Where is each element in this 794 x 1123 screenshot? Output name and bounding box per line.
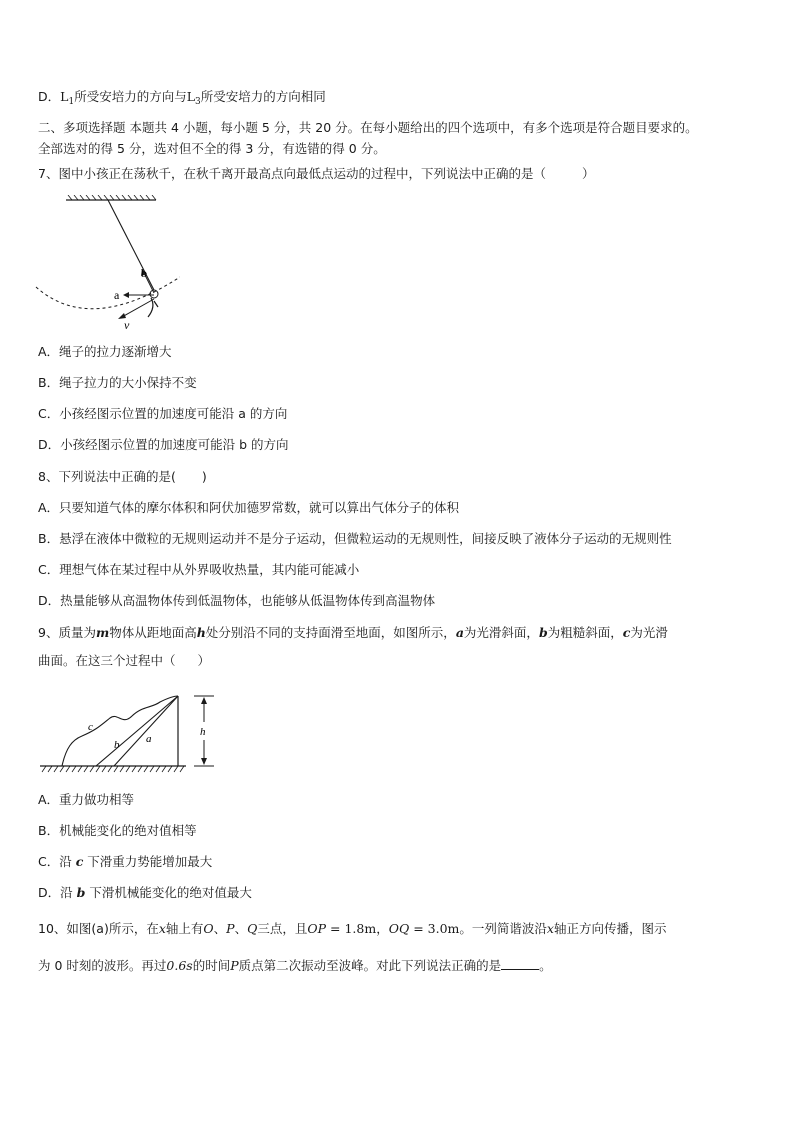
swing-label-a: a [114,288,120,302]
swing-label-b: b [141,266,147,280]
incline-label-c: c [88,721,93,733]
slope-a [114,696,178,766]
q8-option-a: A．只要知道气体的摩尔体积和阿伏加德罗常数，就可以算出气体分子的体积 [38,500,460,515]
q7-stem: 7、图中小孩正在荡秋千，在秋千离开最高点向最低点运动的过程中，下列说法中正确的是（ ） [38,166,595,181]
section2-line1: 二、多项选择题 本题共 4 小题，每小题 5 分，共 20 分。在每小题给出的四个选项中，有多个选项是符合题目要求的。 [38,120,698,135]
q10-line2: 为 0 时刻的波形。再过0.6s的时间P质点第二次振动至波峰。对此下列说法正确的是 。 [38,958,552,973]
curve-c [62,696,178,766]
q8-stem: 8、下列说法中正确的是( ) [38,469,207,484]
q9-option-b: B．机械能变化的绝对值相等 [38,823,197,838]
option-d-mid: 所受安培力的方向与 [74,89,187,104]
q9-option-d: D．沿 b 下滑机械能变化的绝对值最大 [38,885,252,900]
option-d-suffix: 所受安培力的方向相同 [200,89,326,104]
q7-option-a: A．绳子的拉力逐渐增大 [38,344,172,359]
swing-arc [36,277,180,309]
symbol-l1: $L_1$ [60,89,75,107]
symbol-l3: $L_3$ [186,89,201,107]
q9-stem-line2: 曲面。在这三个过程中（ ） [38,653,211,668]
q8-option-c: C．理想气体在某过程中从外界吸收热量，其内能可能减小 [38,562,360,577]
incline-label-a: a [146,733,152,745]
swing-figure [30,195,180,335]
q9-option-a: A．重力做功相等 [38,792,135,807]
swing-label-v: v [124,318,130,332]
q9-option-c: C．沿 c 下滑重力势能增加最大 [38,854,213,869]
q8-option-b: B．悬浮在液体中微粒的无规则运动并不是分子运动，但微粒运动的无规则性，间接反映了液体分子运动的无规则性 [38,531,672,546]
q7-option-d: D．小孩经图示位置的加速度可能沿 b 的方向 [38,437,289,452]
rope [108,200,154,290]
slope-b [96,696,178,766]
incline-label-b: b [114,739,120,751]
q7-option-b: B．绳子拉力的大小保持不变 [38,375,197,390]
answer-blank [501,957,539,970]
option-d-line [38,88,326,111]
q8-option-d: D．热量能够从高温物体传到低温物体，也能够从低温物体传到高温物体 [38,593,436,608]
incline-label-h: h [200,726,206,738]
q9-stem-line1: 9、质量为m物体从距地面高h处分别沿不同的支持面滑至地面，如图所示，a为光滑斜面，b为粗糙斜面，c为光滑 [38,625,668,640]
incline-figure [36,690,226,780]
q10-line1: 10、如图(a)所示，在x轴上有O、P、Q三点，且OP = 1.8m，OQ = 3.0m。一列简谐波沿x轴正方向传播，图示 [38,921,667,936]
q7-option-c: C．小孩经图示位置的加速度可能沿 a 的方向 [38,406,288,421]
option-d-prefix: D． [38,89,61,104]
section2-line2: 全部选对的得 5 分，选对但不全的得 3 分，有选错的得 0 分。 [38,141,386,156]
